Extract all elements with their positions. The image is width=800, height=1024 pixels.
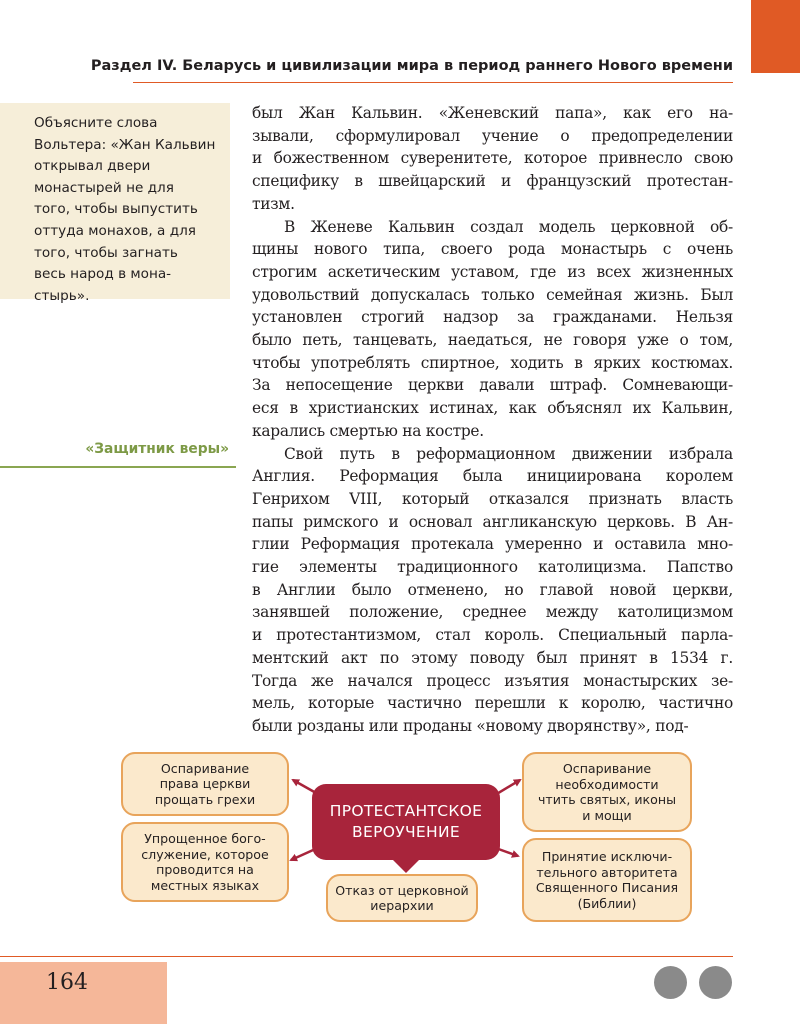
body-line: Генрихом VIII, который отказался признать власть <box>252 489 733 508</box>
footer-rule <box>0 956 733 957</box>
question-line: Вольтера: «Жан Кальвин <box>34 136 216 153</box>
body-line: зывали, сформулировал учение о предопределении <box>252 126 733 145</box>
body-line: глии Реформация протекала умеренно и оставила мно- <box>252 535 733 554</box>
body-line: За непосещение церкви давали штраф. Сомневающи- <box>252 376 733 395</box>
body-line: тизм. <box>252 194 295 213</box>
section-color-tab <box>751 0 800 73</box>
body-line: карались смертью на костре. <box>252 421 484 440</box>
body-line: и божественном суверенитете, которое привнесло свою <box>252 149 733 168</box>
question-line: оттуда монахов, а для <box>34 222 196 239</box>
question-line: Объясните слова <box>34 115 158 131</box>
header-rule <box>133 82 733 83</box>
margin-term-rule <box>0 466 236 468</box>
body-line: занявшей положение, среднее между католицизмом <box>252 603 733 622</box>
nav-dot-left <box>654 966 687 999</box>
body-line: еся в христианских истинах, как объяснял их Кальвин, <box>252 399 733 418</box>
body-line: удовольствий допускалась только семейная жизнь. Был <box>252 285 733 304</box>
diagram-node-top-right: Оспаривание необходимости чтить святых, иконы и мощи <box>522 752 692 832</box>
body-line: строгим аскетическим уставом, где из всех жизненных <box>252 262 733 281</box>
diagram-node-top-left: Оспаривание права церкви прощать грехи <box>121 752 289 816</box>
body-line: установлен строгий надзор за гражданами. Нельзя <box>252 308 733 327</box>
question-line: стырь». <box>34 287 90 304</box>
body-line: был Жан Кальвин. «Женевский папа», как его на- <box>252 104 733 122</box>
margin-term: «Защитник веры» <box>85 441 229 457</box>
page-number: 164 <box>46 970 88 995</box>
body-line: щины нового типа, своего рода монастырь с очень <box>252 240 733 259</box>
body-line: мель, которые частично перешли к королю, частично <box>252 694 733 713</box>
question-text <box>34 113 226 307</box>
body-line: папы римского и основал англиканскую церковь. В Ан- <box>252 512 733 531</box>
question-line: открывал двери <box>34 158 151 175</box>
body-line: Тогда же начался процесс изъятия монастырских зе- <box>252 671 733 690</box>
body-line: специфику в швейцарский и французский протестан- <box>252 172 733 191</box>
body-line: В Женеве Кальвин создал модель церковной об- <box>284 217 733 236</box>
body-line: гие элементы традиционного католицизма. Папство <box>252 558 733 577</box>
body-line: были розданы или проданы «новому дворянству», под- <box>252 716 689 735</box>
question-line: того, чтобы выпустить <box>34 201 198 218</box>
arrow-bottom-center <box>393 860 419 873</box>
running-header: Раздел IV. Беларусь и цивилизации мира в период раннего Нового времени <box>90 58 733 74</box>
diagram-center-node: ПРОТЕСТАНТСКОЕ ВЕРОУЧЕНИЕ <box>312 784 500 860</box>
nav-dot-right <box>699 966 732 999</box>
body-text <box>252 102 733 738</box>
body-line: и протестантизмом, стал король. Специальный парла- <box>252 626 733 645</box>
diagram-node-bottom-left: Упрощенное бого- служение, которое проводится на местных языках <box>121 822 289 902</box>
question-line: монастырей не для <box>34 179 174 196</box>
question-line: того, чтобы загнать <box>34 244 178 261</box>
body-line: было петь, танцевать, наедаться, не говоря уже о том, <box>252 331 733 350</box>
question-line: весь народ в мона- <box>34 266 172 283</box>
body-line: Англия. Реформация была инициирована королем <box>252 467 733 486</box>
body-line: ментский акт по этому поводу был принят в 1534 г. <box>252 648 733 667</box>
diagram-node-bottom-right: Принятие исключи- тельного авторитета Священного Писания (Библии) <box>522 838 692 922</box>
body-line: в Англии было отменено, но главой новой церкви, <box>252 580 733 599</box>
body-line: Свой путь в реформационном движении избрала <box>284 444 733 463</box>
diagram-node-bottom-center: Отказ от церковной иерархии <box>326 874 478 922</box>
body-line: чтобы употреблять спиртное, ходить в ярких костюмах. <box>252 353 733 372</box>
